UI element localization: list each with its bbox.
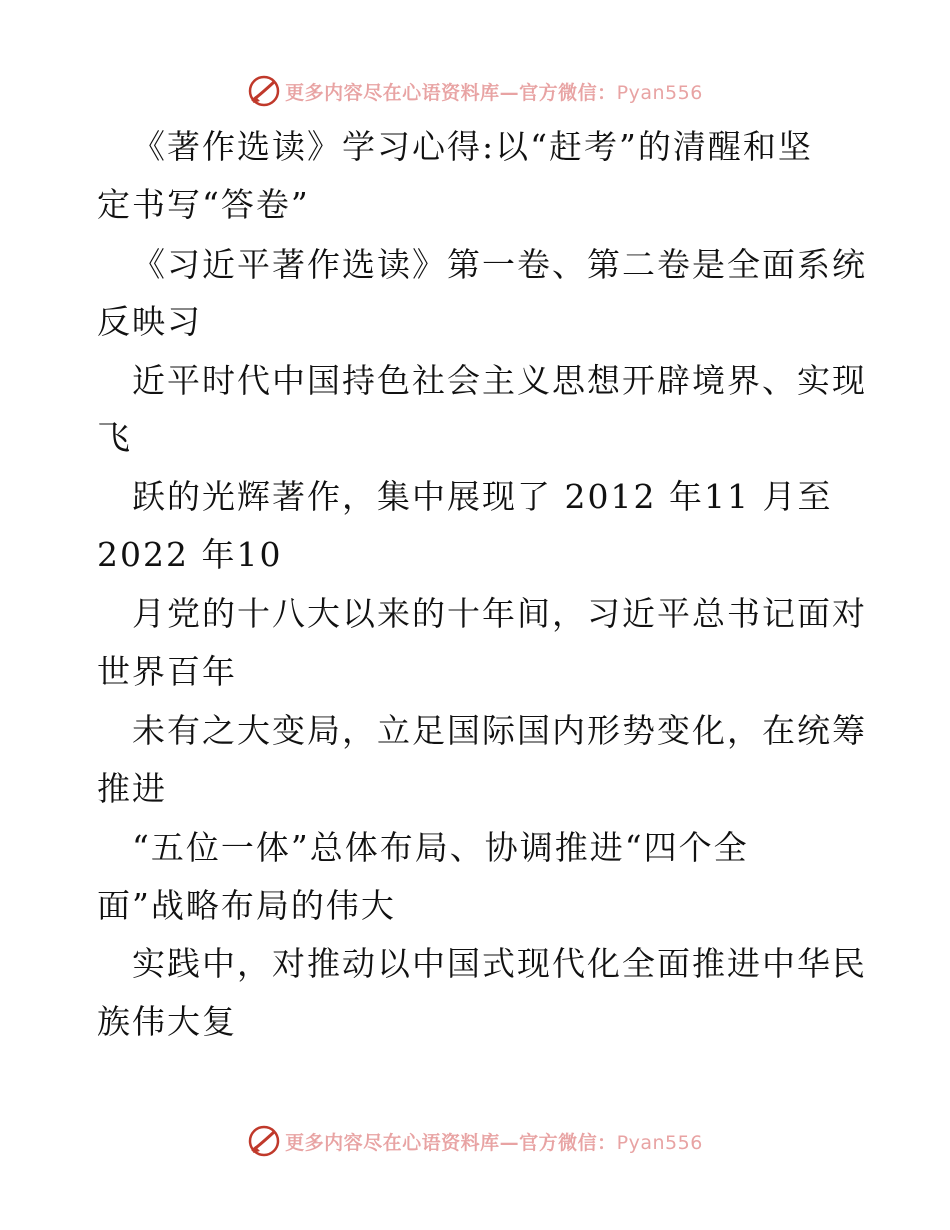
doc-line: 月党的十八大以来的十年间，习近平总书记面对: [132, 594, 867, 633]
banner-wechat-id: Pyan556: [616, 81, 703, 104]
doc-line: 实践中，对推动以中国式现代化全面推进中华民: [132, 944, 867, 983]
doc-line: 飞: [97, 418, 132, 457]
doc-line: 世界百年: [97, 652, 237, 691]
footer-banner: [0, 1121, 950, 1161]
doc-line: 跃的光辉著作，集中展现了 2012 年11 月至: [132, 477, 833, 516]
doc-line: 未有之大变局，立足国际国内形势变化，在统筹: [132, 711, 867, 750]
banner-site-text: 更多内容尽在心语资料库—官方微信：: [285, 81, 617, 104]
doc-line: 反映习: [97, 302, 202, 341]
doc-line: 《著作选读》学习心得:以“赶考”的清醒和坚: [132, 127, 813, 166]
pen-logo-icon: [247, 1124, 281, 1158]
doc-line: 推进: [97, 769, 167, 808]
banner-text: [285, 1128, 703, 1155]
banner-site-text: 更多内容尽在心语资料库—官方微信：: [285, 1131, 617, 1154]
doc-line: “五位一体”总体布局、协调推进“四个全: [132, 828, 749, 867]
doc-line: 面”战略布局的伟大: [97, 886, 396, 925]
banner-wechat-id: Pyan556: [616, 1131, 703, 1154]
doc-line: 近平时代中国持色社会主义思想开辟境界、实现: [132, 361, 867, 400]
doc-line: 《习近平著作选读》第一卷、第二卷是全面系统: [132, 245, 867, 284]
doc-line: 2022 年10: [97, 535, 283, 574]
doc-line: 族伟大复: [97, 1002, 237, 1041]
doc-line: 定书写“答卷”: [97, 185, 310, 224]
